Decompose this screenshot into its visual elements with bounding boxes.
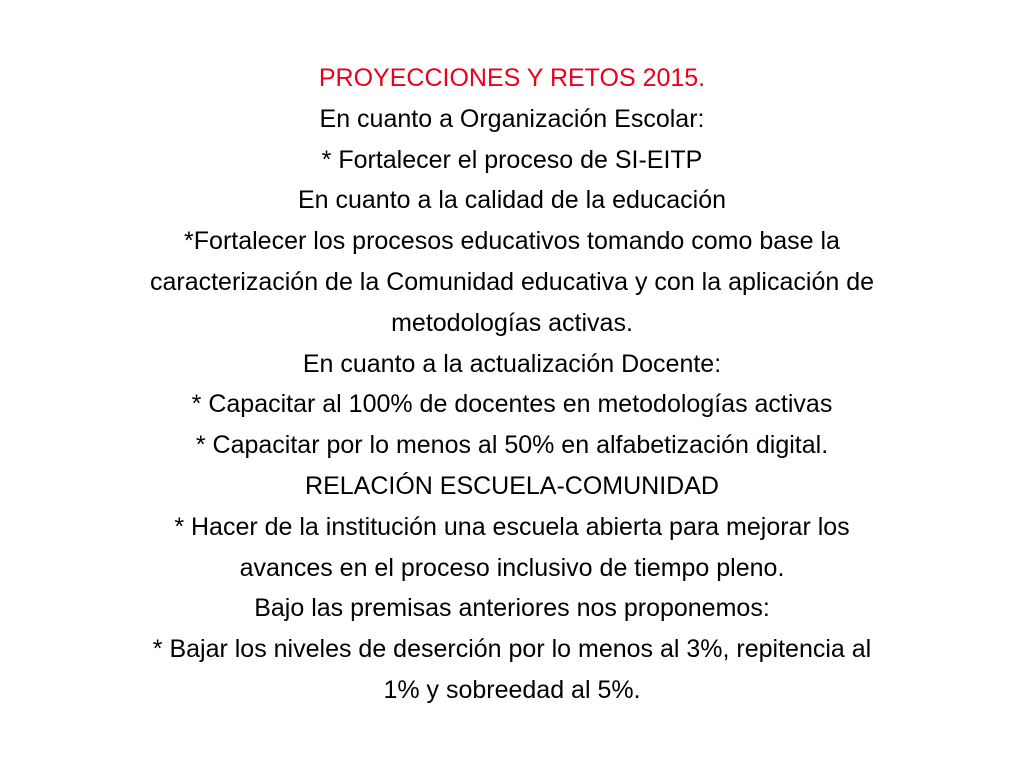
bullet-bajar-niveles-line-2: 1% y sobreedad al 5%.	[383, 675, 641, 704]
section-heading-organizacion: En cuanto a Organización Escolar:	[319, 104, 705, 133]
bullet-fortalecer-procesos-line-2: caracterización de la Comunidad educativa y con la aplicación de	[149, 267, 875, 296]
slide-text-block	[40, 58, 984, 711]
bullet-capacitar-50: * Capacitar por lo menos al 50% en alfabetización digital.	[195, 431, 829, 460]
slide-title: PROYECCIONES Y RETOS 2015.	[318, 64, 706, 92]
section-heading-premisas: Bajo las premisas anteriores nos proponemos:	[254, 594, 770, 623]
section-heading-relacion-escuela-comunidad: RELACIÓN ESCUELA-COMUNIDAD	[305, 471, 719, 500]
bullet-capacitar-100: * Capacitar al 100% de docentes en metodologías activas	[191, 390, 833, 419]
bullet-fortalecer-si-eitp: * Fortalecer el proceso de SI-EITP	[321, 145, 703, 174]
bullet-escuela-abierta-line-1: * Hacer de la institución una escuela abierta para mejorar los	[174, 512, 850, 541]
bullet-escuela-abierta-line-2: avances en el proceso inclusivo de tiempo pleno.	[239, 553, 785, 582]
section-heading-calidad: En cuanto a la calidad de la educación	[297, 186, 727, 215]
bullet-bajar-niveles-line-1: * Bajar los niveles de deserción por lo menos al 3%, repitencia al	[152, 635, 872, 664]
bullet-fortalecer-procesos-line-1: *Fortalecer los procesos educativos tomando como base la	[184, 227, 840, 256]
bullet-fortalecer-procesos-line-3: metodologías activas.	[391, 308, 633, 337]
section-heading-actualizacion-docente: En cuanto a la actualización Docente:	[302, 349, 722, 378]
